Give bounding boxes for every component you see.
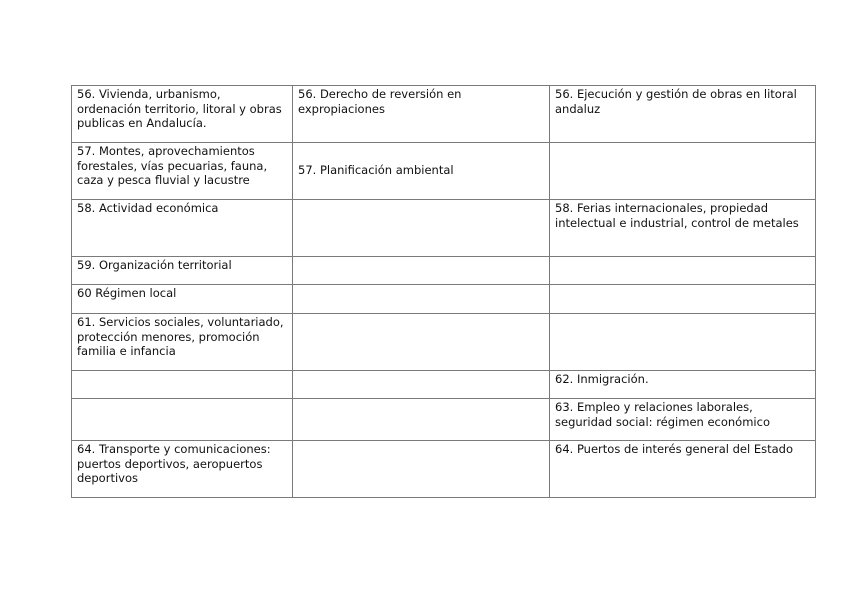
table-row xyxy=(72,371,816,399)
table-cell: 61. Servicios sociales, voluntariado, protección menores, promoción familia e infancia xyxy=(72,314,293,371)
table-cell xyxy=(550,285,816,314)
table-cell xyxy=(293,399,550,441)
table-cell: 58. Ferias internacionales, propiedad intelectual e industrial, control de metales xyxy=(550,200,816,257)
table-cell: 63. Empleo y relaciones laborales, seguridad social: régimen económico xyxy=(550,399,816,441)
table-cell xyxy=(550,257,816,285)
table-cell xyxy=(293,285,550,314)
table-cell xyxy=(550,314,816,371)
table-cell xyxy=(293,200,550,257)
table-row xyxy=(72,257,816,285)
table-cell xyxy=(293,371,550,399)
table-cell: 57. Montes, aprovechamientos forestales, vías pecuarias, fauna, caza y pesca fluvial y lacustre xyxy=(72,143,293,200)
table-cell: 57. Planificación ambiental xyxy=(293,143,550,200)
table-cell xyxy=(293,441,550,498)
table-cell: 64. Transporte y comunicaciones: puertos deportivos, aeropuertos deportivos xyxy=(72,441,293,498)
table-cell: 59. Organización territorial xyxy=(72,257,293,285)
table-cell: 56. Derecho de reversión en expropiaciones xyxy=(293,86,550,143)
table-cell: 56. Ejecución y gestión de obras en litoral andaluz xyxy=(550,86,816,143)
table-row xyxy=(72,200,816,257)
table-cell xyxy=(293,314,550,371)
table-cell xyxy=(550,143,816,200)
table-row xyxy=(72,314,816,371)
table-cell: 60 Régimen local xyxy=(72,285,293,314)
table-row xyxy=(72,86,816,143)
table-cell: 62. Inmigración. xyxy=(550,371,816,399)
table-cell: 58. Actividad económica xyxy=(72,200,293,257)
table-row xyxy=(72,285,816,314)
table-cell: 64. Puertos de interés general del Estado xyxy=(550,441,816,498)
table-cell xyxy=(72,371,293,399)
table-cell xyxy=(72,399,293,441)
table-cell xyxy=(293,257,550,285)
table-row xyxy=(72,399,816,441)
table-cell: 56. Vivienda, urbanismo, ordenación territorio, litoral y obras publicas en Andalucía. xyxy=(72,86,293,143)
table-row xyxy=(72,441,816,498)
table-row xyxy=(72,143,816,200)
competencias-table xyxy=(71,85,816,498)
